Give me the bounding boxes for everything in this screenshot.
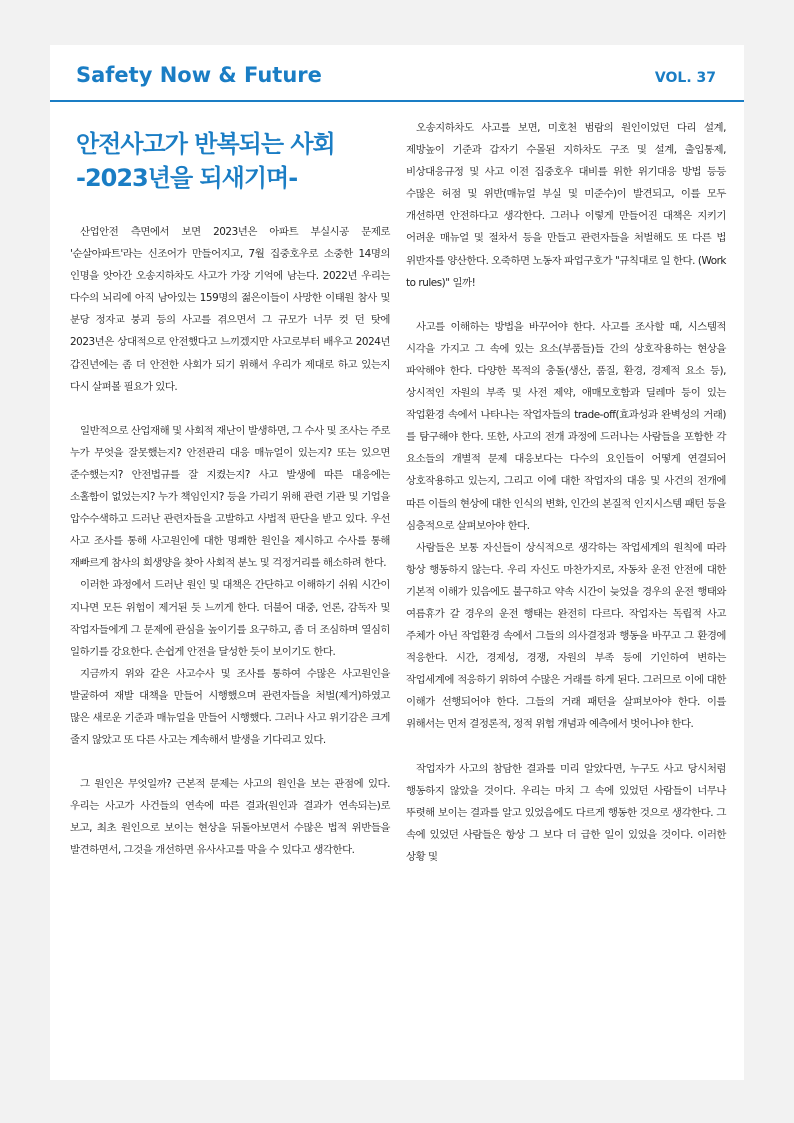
paragraph: 작업자가 사고의 참담한 결과를 미리 알았다면, 누구도 사고 당시처럼 행동하지 않았을 것이다. 우리는 마치 그 속에 있었던 사람들이 너무나 뚜렷해 보이는 결과를 알고 있었음에도 다르게 행동한 것으로 생각한다. 그 속에 있었던 사람들은 항상 그 보다 더 급한 일이 있었을 것이다. 이러한 상황 및 — [406, 762, 726, 863]
paragraph: 사람들은 보통 자신들이 상식적으로 생각하는 작업세계의 원칙에 따라 항상 행동하지 않는다. 우리 자신도 마찬가지로, 자동차 운전 안전에 대한 기본적 이해가 있음에도 불구하고 약속 시간이 늦었을 경우의 운전 행태와 여름휴가 갈 경우의 운전 행태는 완전히 다르다. 작업자는 독립적 사고 주체가 아닌 작업환경 속에서 그들의 의사결정과 행동을 바꾸고 그 환경에 적응한다. 시간, 경제성, 경쟁, 자원의 부족 등에 기인하여 변하는 작업세계에 적응하기 위하여 수많은 거래를 하게 된다. 그러므로 이에 대한 이해가 선행되어야 한다. 그들의 거래 패턴을 살펴보아야 한다. 이를 위해서는 먼저 결정론적, 정적 위험 개념과 예측에서 벗어나야 한다. — [406, 541, 726, 731]
article-title — [76, 127, 390, 195]
header-divider — [50, 100, 744, 102]
article-title-line1: 안전사고가 반복되는 사회 — [76, 130, 335, 158]
paragraph: 그 원인은 무엇일까? 근본적 문제는 사고의 원인을 보는 관점에 있다. 우리는 사고가 사건들의 연속에 따른 결과(원인과 결과가 연속되는)로 보고, 최초 원인으로 보이는 현상을 뒤돌아보면서 수많은 법적 위반들을 발견하면서, 그것을 개선하면 유사사고를 막을 수 있다고 생각한다. — [70, 778, 390, 857]
paragraph: 이러한 과정에서 드러난 원인 및 대책은 간단하고 이해하기 쉬워 시간이 지나면 모든 위험이 제거된 듯 느끼게 한다. 더불어 대중, 언론, 감독자 및 작업자들에게 그 문제에 관심을 높이기를 요구하고, 좀 더 조심하며 열심히 일하기를 강요한다. 손쉽게 안전을 달성한 듯이 보이기도 한다. — [70, 579, 390, 658]
document-page — [50, 45, 744, 1080]
paragraph: 사고를 이해하는 방법을 바꾸어야 한다. 사고를 조사할 때, 시스템적 시각을 가지고 그 속에 있는 요소(부품들)들 간의 상호작용하는 현상을 파악해야 한다. 다양한 목적의 충돌(생산, 품질, 환경, 경제적 요소 등), 상시적인 자원의 부족 및 사전 제약, 애매모호함과 딜레마 등이 있는 작업환경 속에서 나타나는 작업자들의 trade-off(효과성과 완벽성의 거래)를 탐구해야 한다. 또한, 사고의 전개 과정에 드러나는 사람들을 포함한 각 요소들의 개별적 문제 대응보다는 다수의 요인들이 어떻게 연결되어 상호작용하고 있는지, 그리고 이에 대한 작업자의 대응 및 사건의 전개에 따른 이들의 현상에 대한 인식의 변화, 인간의 본질적 인지시스템 패턴 등을 심층적으로 살펴보아야 한다. — [406, 320, 726, 532]
publication-title: Safety Now & Future — [76, 63, 322, 87]
page-header — [50, 45, 744, 105]
paragraph: 오송지하차도 사고를 보면, 미호천 범람의 원인이었던 다리 설계, 제방높이 기준과 갑자기 수몰된 지하차도 구조 및 설계, 출입통제, 비상대응규정 및 사고 이전 집중호우 대비를 위한 위기대응 방법 등등 수많은 허점 및 위반(매뉴얼 부실 및 미준수)이 발견되고, 이를 모두 개선하면 안전하다고 생각한다. 그러나 이렇게 만들어진 대책은 지키기 어려운 매뉴얼 및 절차서 등을 만들고 관련자들을 처벌해도 또 다른 법 위반자를 양산한다. 오죽하면 노동자 파업구호가 "규칙대로 일 한다. (Work to rules)" 일까! — [406, 122, 726, 289]
left-column — [70, 117, 390, 862]
paragraph: 산업안전 측면에서 보면 2023년은 아파트 부실시공 문제로 '순살아파트'라는 신조어가 만들어지고, 7월 집중호우로 소중한 14명의 인명을 앗아간 오송지하차도 사고가 가장 기억에 남는다. 2022년 우리는 다수의 뇌리에 아직 남아있는 159명의 젊은이들이 사망한 이태원 참사 및 분당 정자교 붕괴 등의 사고를 겪으면서 그 규모가 너무 컷 던 탓에 2023년은 상대적으로 안전했다고 느끼겠지만 사고로부터 배우고 2024년 갑진년에는 좀 더 안전한 사회가 되기 위해서 우리가 제대로 하고 있는지 다시 살펴볼 필요가 있다. — [70, 226, 390, 393]
article-title-line2: -2023년을 되새기며- — [76, 164, 298, 192]
volume-number: VOL. 37 — [654, 70, 716, 86]
paragraph: 일반적으로 산업재해 및 사회적 재난이 발생하면, 그 수사 및 조사는 주로 누가 무엇을 잘못했는지? 안전관리 대응 매뉴얼이 있는지? 또는 있으면 준수했는지? 안전법규를 잘 지켰는지? 사고 발생에 따른 대응에는 소홀함이 없었는지? 누가 책임인지? 등을 가리기 위해 관련 기관 및 기업을 압수수색하고 드러난 관련자들을 고발하고 사법적 판단을 받고 있다. 우선 사고 조사를 통해 사고원인에 대한 명쾌한 원인을 제시하고 수사를 통해 재빠르게 참사의 희생양을 찾아 사회적 분노 및 걱정거리를 해소하려 한다. — [70, 424, 390, 570]
right-column — [406, 117, 726, 868]
paragraph: 지금까지 위와 같은 사고수사 및 조사를 통하여 수많은 사고원인을 발굴하여 재발 대책을 만들어 시행했으며 관련자들을 처벌(제거)하였고 많은 새로운 기준과 매뉴얼을 만들어 시행했다. 그러나 사고 위기감은 크게 줄지 않았고 또 다른 사고는 계속해서 발생을 기다리고 있다. — [70, 667, 390, 747]
